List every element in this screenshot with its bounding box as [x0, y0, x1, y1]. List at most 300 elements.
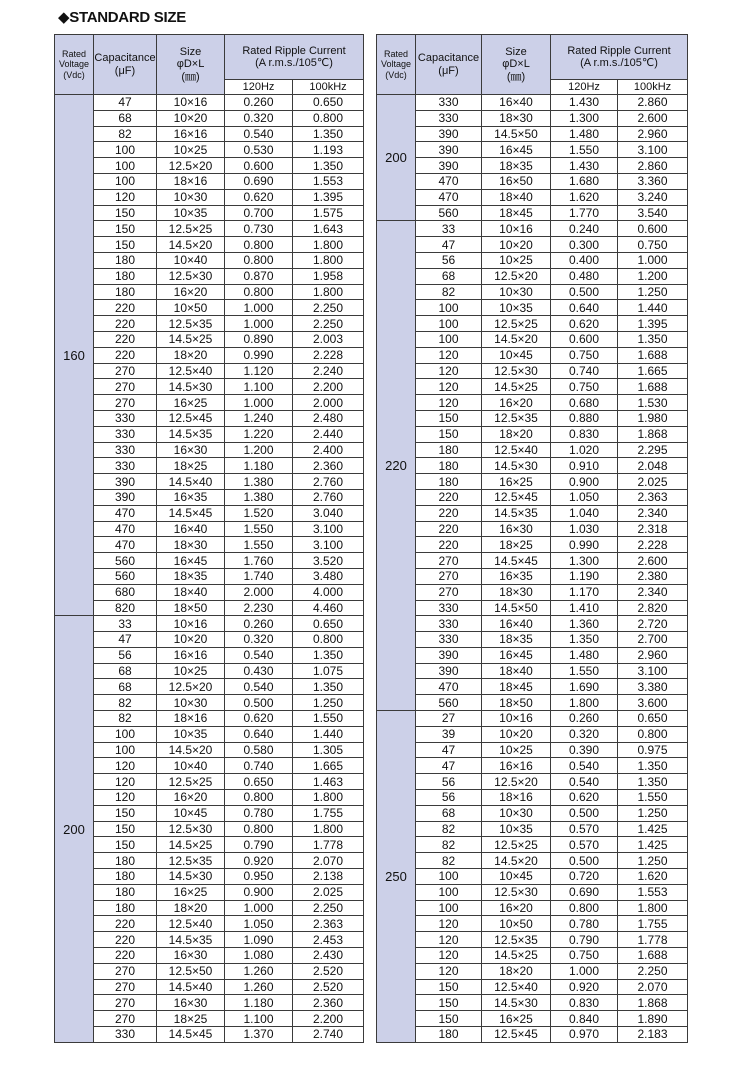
size-cell: 14.5×50	[482, 600, 551, 616]
ripple-120hz-cell: 1.040	[551, 505, 618, 521]
capacitance-cell: 100	[94, 142, 157, 158]
capacitance-cell: 470	[94, 521, 157, 537]
ripple-120hz-cell: 1.550	[551, 663, 618, 679]
ripple-100khz-cell: 1.000	[618, 252, 688, 268]
ripple-100khz-cell: 2.440	[293, 426, 364, 442]
ripple-100khz-cell: 1.250	[618, 805, 688, 821]
ripple-100khz-cell: 1.530	[618, 395, 688, 411]
ripple-120hz-cell: 0.390	[551, 742, 618, 758]
ripple-100khz-cell: 1.395	[618, 316, 688, 332]
rated-voltage-cell: 200	[55, 616, 94, 1043]
table-row	[377, 932, 688, 948]
table-row	[377, 537, 688, 553]
capacitance-cell: 100	[416, 316, 482, 332]
table-row	[377, 489, 688, 505]
ripple-120hz-cell: 0.750	[551, 948, 618, 964]
ripple-100khz-cell: 2.340	[618, 505, 688, 521]
capacitance-cell: 220	[94, 300, 157, 316]
ripple-100khz-cell: 1.350	[618, 331, 688, 347]
size-cell: 16×16	[157, 647, 225, 663]
ripple-100khz-cell: 2.760	[293, 474, 364, 490]
table-row	[55, 521, 364, 537]
ripple-120hz-cell: 0.690	[551, 884, 618, 900]
ripple-100khz-cell: 2.250	[618, 963, 688, 979]
ripple-120hz-cell: 1.120	[225, 363, 293, 379]
ripple-120hz-cell: 0.620	[551, 316, 618, 332]
capacitance-cell: 180	[94, 268, 157, 284]
size-cell: 12.5×25	[157, 221, 225, 237]
ripple-100khz-cell: 0.650	[618, 711, 688, 727]
ripple-120hz-cell: 0.780	[551, 916, 618, 932]
capacitance-cell: 270	[416, 584, 482, 600]
size-cell: 14.5×45	[157, 1027, 225, 1043]
capacitance-cell: 120	[416, 963, 482, 979]
ripple-120hz-cell: 1.220	[225, 426, 293, 442]
capacitance-cell: 270	[94, 395, 157, 411]
capacitance-cell: 470	[416, 173, 482, 189]
ripple-100khz-cell: 2.960	[618, 126, 688, 142]
rated-voltage-cell: 160	[55, 95, 94, 616]
ripple-100khz-cell: 2.003	[293, 331, 364, 347]
table-row	[377, 884, 688, 900]
size-cell: 12.5×35	[482, 932, 551, 948]
size-cell: 12.5×45	[482, 1027, 551, 1043]
capacitance-cell: 330	[416, 110, 482, 126]
capacitance-cell: 390	[94, 474, 157, 490]
ripple-120hz-cell: 0.530	[225, 142, 293, 158]
ripple-120hz-cell: 0.740	[225, 758, 293, 774]
ripple-100khz-cell: 1.890	[618, 1011, 688, 1027]
ripple-100khz-cell: 2.000	[293, 395, 364, 411]
size-cell: 12.5×20	[157, 679, 225, 695]
size-cell: 10×25	[482, 252, 551, 268]
ripple-100khz-cell: 1.550	[293, 711, 364, 727]
ripple-120hz-cell: 0.870	[225, 268, 293, 284]
size-cell: 18×35	[482, 158, 551, 174]
ripple-120hz-cell: 1.100	[225, 379, 293, 395]
ripple-120hz-cell: 0.540	[225, 679, 293, 695]
ripple-100khz-cell: 3.040	[293, 505, 364, 521]
ripple-120hz-cell: 1.300	[551, 110, 618, 126]
ripple-120hz-cell: 1.030	[551, 521, 618, 537]
ripple-100khz-cell: 2.360	[293, 458, 364, 474]
ripple-100khz-cell: 1.800	[293, 252, 364, 268]
capacitance-cell: 100	[94, 726, 157, 742]
size-cell: 14.5×25	[482, 948, 551, 964]
capacitance-cell: 180	[94, 884, 157, 900]
capacitance-cell: 120	[94, 790, 157, 806]
table-row	[377, 963, 688, 979]
ripple-120hz-cell: 1.180	[225, 995, 293, 1011]
size-cell: 14.5×30	[482, 995, 551, 1011]
ripple-100khz-cell: 2.363	[618, 489, 688, 505]
size-cell: 10×45	[157, 805, 225, 821]
ripple-120hz-cell: 0.920	[225, 853, 293, 869]
ripple-120hz-cell: 1.180	[225, 458, 293, 474]
header-100khz: 100kHz	[618, 80, 688, 95]
table-row	[377, 363, 688, 379]
ripple-100khz-cell: 4.460	[293, 600, 364, 616]
ripple-120hz-cell: 1.240	[225, 410, 293, 426]
table-row	[377, 284, 688, 300]
ripple-120hz-cell: 0.570	[551, 821, 618, 837]
size-cell: 16×40	[482, 95, 551, 111]
ripple-120hz-cell: 1.350	[551, 632, 618, 648]
header-size: Size φD×L (㎜)	[157, 35, 225, 95]
size-cell: 16×35	[482, 568, 551, 584]
ripple-100khz-cell: 1.688	[618, 347, 688, 363]
table-row	[55, 853, 364, 869]
ripple-100khz-cell: 1.868	[618, 995, 688, 1011]
table-row	[55, 189, 364, 205]
ripple-100khz-cell: 2.048	[618, 458, 688, 474]
size-cell: 12.5×20	[157, 158, 225, 174]
ripple-100khz-cell: 3.100	[618, 663, 688, 679]
capacitance-cell: 120	[416, 395, 482, 411]
table-row	[55, 284, 364, 300]
ripple-100khz-cell: 3.360	[618, 173, 688, 189]
size-cell: 14.5×20	[157, 742, 225, 758]
table-row	[55, 742, 364, 758]
table-row	[377, 173, 688, 189]
ripple-120hz-cell: 0.750	[551, 379, 618, 395]
capacitance-cell: 56	[94, 647, 157, 663]
ripple-120hz-cell: 1.800	[551, 695, 618, 711]
table-row	[377, 379, 688, 395]
table-row	[55, 173, 364, 189]
capacitance-cell: 150	[94, 821, 157, 837]
ripple-100khz-cell: 3.600	[618, 695, 688, 711]
size-cell: 18×35	[482, 632, 551, 648]
table-row	[377, 695, 688, 711]
size-cell: 18×20	[157, 347, 225, 363]
table-row	[377, 442, 688, 458]
table-row	[377, 458, 688, 474]
ripple-120hz-cell: 0.640	[225, 726, 293, 742]
ripple-120hz-cell: 0.910	[551, 458, 618, 474]
ripple-120hz-cell: 1.410	[551, 600, 618, 616]
table-row	[377, 948, 688, 964]
ripple-120hz-cell: 1.000	[225, 300, 293, 316]
table-row	[55, 900, 364, 916]
size-cell: 16×25	[482, 474, 551, 490]
size-cell: 10×20	[157, 632, 225, 648]
ripple-100khz-cell: 2.070	[293, 853, 364, 869]
table-row	[377, 237, 688, 253]
size-cell: 10×40	[157, 252, 225, 268]
ripple-100khz-cell: 1.868	[618, 426, 688, 442]
ripple-120hz-cell: 0.790	[551, 932, 618, 948]
ripple-100khz-cell: 1.665	[618, 363, 688, 379]
ripple-120hz-cell: 0.690	[225, 173, 293, 189]
size-cell: 18×16	[482, 790, 551, 806]
size-cell: 12.5×40	[157, 916, 225, 932]
ripple-100khz-cell: 0.800	[293, 110, 364, 126]
size-cell: 14.5×35	[157, 426, 225, 442]
table-row	[55, 821, 364, 837]
ripple-120hz-cell: 0.500	[225, 695, 293, 711]
ripple-100khz-cell: 2.250	[293, 316, 364, 332]
ripple-120hz-cell: 0.500	[551, 284, 618, 300]
ripple-100khz-cell: 1.350	[618, 758, 688, 774]
spec-table-left	[54, 34, 364, 1043]
header-ripple-current: Rated Ripple Current (A r.m.s./105℃)	[225, 35, 364, 80]
capacitance-cell: 180	[416, 458, 482, 474]
ripple-100khz-cell: 1.463	[293, 774, 364, 790]
ripple-120hz-cell: 0.790	[225, 837, 293, 853]
table-row	[377, 221, 688, 237]
ripple-100khz-cell: 3.480	[293, 568, 364, 584]
size-cell: 18×50	[482, 695, 551, 711]
table-row	[377, 742, 688, 758]
ripple-120hz-cell: 0.990	[225, 347, 293, 363]
size-cell: 14.5×20	[482, 331, 551, 347]
capacitance-cell: 120	[94, 774, 157, 790]
ripple-100khz-cell: 2.340	[618, 584, 688, 600]
table-row	[377, 726, 688, 742]
capacitance-cell: 270	[416, 568, 482, 584]
table-row	[55, 331, 364, 347]
size-cell: 18×40	[482, 189, 551, 205]
size-cell: 16×45	[482, 647, 551, 663]
capacitance-cell: 150	[94, 221, 157, 237]
capacitance-cell: 180	[94, 853, 157, 869]
table-row	[55, 300, 364, 316]
size-cell: 12.5×30	[157, 268, 225, 284]
size-cell: 18×20	[482, 426, 551, 442]
table-row	[55, 790, 364, 806]
ripple-120hz-cell: 1.090	[225, 932, 293, 948]
ripple-120hz-cell: 2.000	[225, 584, 293, 600]
size-cell: 16×40	[157, 521, 225, 537]
table-row	[377, 758, 688, 774]
capacitance-cell: 68	[94, 679, 157, 695]
capacitance-cell: 270	[94, 963, 157, 979]
ripple-120hz-cell: 0.640	[551, 300, 618, 316]
size-cell: 10×16	[482, 711, 551, 727]
ripple-100khz-cell: 2.453	[293, 932, 364, 948]
ripple-120hz-cell: 1.200	[225, 442, 293, 458]
capacitance-cell: 82	[94, 711, 157, 727]
ripple-100khz-cell: 2.960	[618, 647, 688, 663]
ripple-120hz-cell: 1.190	[551, 568, 618, 584]
ripple-120hz-cell: 0.480	[551, 268, 618, 284]
size-cell: 14.5×50	[482, 126, 551, 142]
capacitance-cell: 68	[94, 110, 157, 126]
ripple-120hz-cell: 1.740	[225, 568, 293, 584]
page-title: ◆STANDARD SIZE	[58, 9, 186, 26]
capacitance-cell: 47	[416, 742, 482, 758]
ripple-100khz-cell: 2.240	[293, 363, 364, 379]
ripple-100khz-cell: 1.778	[618, 932, 688, 948]
size-cell: 10×35	[157, 726, 225, 742]
capacitance-cell: 220	[94, 948, 157, 964]
ripple-100khz-cell: 1.688	[618, 379, 688, 395]
ripple-120hz-cell: 1.100	[225, 1011, 293, 1027]
size-cell: 18×40	[482, 663, 551, 679]
ripple-120hz-cell: 0.900	[551, 474, 618, 490]
size-cell: 12.5×20	[482, 268, 551, 284]
capacitance-cell: 470	[416, 189, 482, 205]
ripple-120hz-cell: 0.720	[551, 869, 618, 885]
capacitance-cell: 120	[416, 379, 482, 395]
table-row	[55, 316, 364, 332]
capacitance-cell: 150	[416, 426, 482, 442]
ripple-120hz-cell: 1.430	[551, 95, 618, 111]
ripple-120hz-cell: 1.300	[551, 553, 618, 569]
size-cell: 12.5×25	[482, 316, 551, 332]
size-cell: 14.5×40	[157, 979, 225, 995]
capacitance-cell: 180	[94, 252, 157, 268]
table-row	[377, 821, 688, 837]
size-cell: 12.5×35	[157, 316, 225, 332]
table-row	[377, 126, 688, 142]
ripple-120hz-cell: 0.970	[551, 1027, 618, 1043]
capacitance-cell: 56	[416, 790, 482, 806]
capacitance-cell: 330	[94, 1027, 157, 1043]
capacitance-cell: 180	[416, 474, 482, 490]
size-cell: 14.5×25	[482, 379, 551, 395]
ripple-100khz-cell: 2.820	[618, 600, 688, 616]
table-row	[55, 774, 364, 790]
ripple-100khz-cell: 3.100	[293, 521, 364, 537]
ripple-100khz-cell: 1.688	[618, 948, 688, 964]
size-cell: 14.5×30	[157, 379, 225, 395]
ripple-120hz-cell: 0.890	[225, 331, 293, 347]
size-cell: 18×45	[482, 679, 551, 695]
ripple-100khz-cell: 3.100	[618, 142, 688, 158]
table-row	[377, 205, 688, 221]
ripple-120hz-cell: 0.600	[551, 331, 618, 347]
ripple-100khz-cell: 1.305	[293, 742, 364, 758]
size-cell: 18×50	[157, 600, 225, 616]
ripple-120hz-cell: 1.770	[551, 205, 618, 221]
capacitance-cell: 56	[416, 774, 482, 790]
ripple-120hz-cell: 1.000	[551, 963, 618, 979]
table-row	[55, 474, 364, 490]
table-row	[377, 553, 688, 569]
ripple-100khz-cell: 4.000	[293, 584, 364, 600]
size-cell: 10×35	[482, 300, 551, 316]
size-cell: 18×25	[482, 537, 551, 553]
capacitance-cell: 82	[416, 284, 482, 300]
capacitance-cell: 220	[416, 505, 482, 521]
capacitance-cell: 100	[416, 300, 482, 316]
table-row	[55, 221, 364, 237]
table-row	[377, 916, 688, 932]
capacitance-cell: 330	[416, 600, 482, 616]
ripple-120hz-cell: 0.830	[551, 426, 618, 442]
size-cell: 10×35	[482, 821, 551, 837]
ripple-120hz-cell: 1.080	[225, 948, 293, 964]
capacitance-cell: 390	[94, 489, 157, 505]
capacitance-cell: 330	[94, 426, 157, 442]
ripple-120hz-cell: 0.540	[225, 126, 293, 142]
size-cell: 18×20	[482, 963, 551, 979]
table-row	[55, 158, 364, 174]
size-cell: 10×50	[482, 916, 551, 932]
size-cell: 12.5×25	[157, 774, 225, 790]
ripple-120hz-cell: 0.800	[551, 900, 618, 916]
table-row	[377, 347, 688, 363]
capacitance-cell: 150	[94, 205, 157, 221]
table-row	[55, 1027, 364, 1043]
table-row	[55, 126, 364, 142]
capacitance-cell: 100	[416, 900, 482, 916]
ripple-100khz-cell: 1.395	[293, 189, 364, 205]
ripple-120hz-cell: 0.500	[551, 805, 618, 821]
table-row	[55, 647, 364, 663]
table-row	[55, 347, 364, 363]
size-cell: 16×16	[482, 758, 551, 774]
ripple-120hz-cell: 1.380	[225, 489, 293, 505]
ripple-100khz-cell: 1.193	[293, 142, 364, 158]
table-row	[377, 1011, 688, 1027]
table-row	[55, 205, 364, 221]
ripple-120hz-cell: 0.740	[551, 363, 618, 379]
ripple-120hz-cell: 0.620	[225, 711, 293, 727]
size-cell: 10×16	[157, 616, 225, 632]
size-cell: 12.5×30	[482, 363, 551, 379]
size-cell: 18×25	[157, 458, 225, 474]
table-row	[377, 995, 688, 1011]
capacitance-cell: 560	[94, 568, 157, 584]
capacitance-cell: 150	[416, 1011, 482, 1027]
ripple-120hz-cell: 0.650	[225, 774, 293, 790]
ripple-120hz-cell: 0.880	[551, 410, 618, 426]
ripple-100khz-cell: 2.520	[293, 963, 364, 979]
size-cell: 12.5×45	[157, 410, 225, 426]
size-cell: 10×45	[482, 869, 551, 885]
capacitance-cell: 47	[416, 237, 482, 253]
size-cell: 12.5×40	[482, 442, 551, 458]
size-cell: 16×45	[157, 553, 225, 569]
size-cell: 12.5×30	[157, 821, 225, 837]
table-row	[55, 537, 364, 553]
capacitance-cell: 120	[416, 948, 482, 964]
ripple-100khz-cell: 1.440	[293, 726, 364, 742]
capacitance-cell: 39	[416, 726, 482, 742]
capacitance-cell: 330	[416, 95, 482, 111]
ripple-100khz-cell: 1.778	[293, 837, 364, 853]
table-row	[377, 616, 688, 632]
ripple-120hz-cell: 0.800	[225, 252, 293, 268]
ripple-100khz-cell: 1.425	[618, 821, 688, 837]
table-row	[377, 790, 688, 806]
capacitance-cell: 180	[94, 869, 157, 885]
table-row	[55, 837, 364, 853]
size-cell: 14.5×45	[482, 553, 551, 569]
capacitance-cell: 270	[416, 553, 482, 569]
table-row	[55, 963, 364, 979]
ripple-120hz-cell: 0.990	[551, 537, 618, 553]
size-cell: 10×20	[482, 237, 551, 253]
ripple-120hz-cell: 0.750	[551, 347, 618, 363]
ripple-120hz-cell: 0.780	[225, 805, 293, 821]
ripple-120hz-cell: 0.800	[225, 790, 293, 806]
table-row	[377, 979, 688, 995]
ripple-120hz-cell: 0.580	[225, 742, 293, 758]
capacitance-cell: 68	[94, 663, 157, 679]
capacitance-cell: 220	[94, 347, 157, 363]
capacitance-cell: 330	[94, 442, 157, 458]
capacitance-cell: 220	[94, 916, 157, 932]
size-cell: 12.5×20	[482, 774, 551, 790]
ripple-100khz-cell: 0.800	[293, 632, 364, 648]
capacitance-cell: 120	[416, 347, 482, 363]
ripple-100khz-cell: 2.430	[293, 948, 364, 964]
capacitance-cell: 180	[416, 1027, 482, 1043]
